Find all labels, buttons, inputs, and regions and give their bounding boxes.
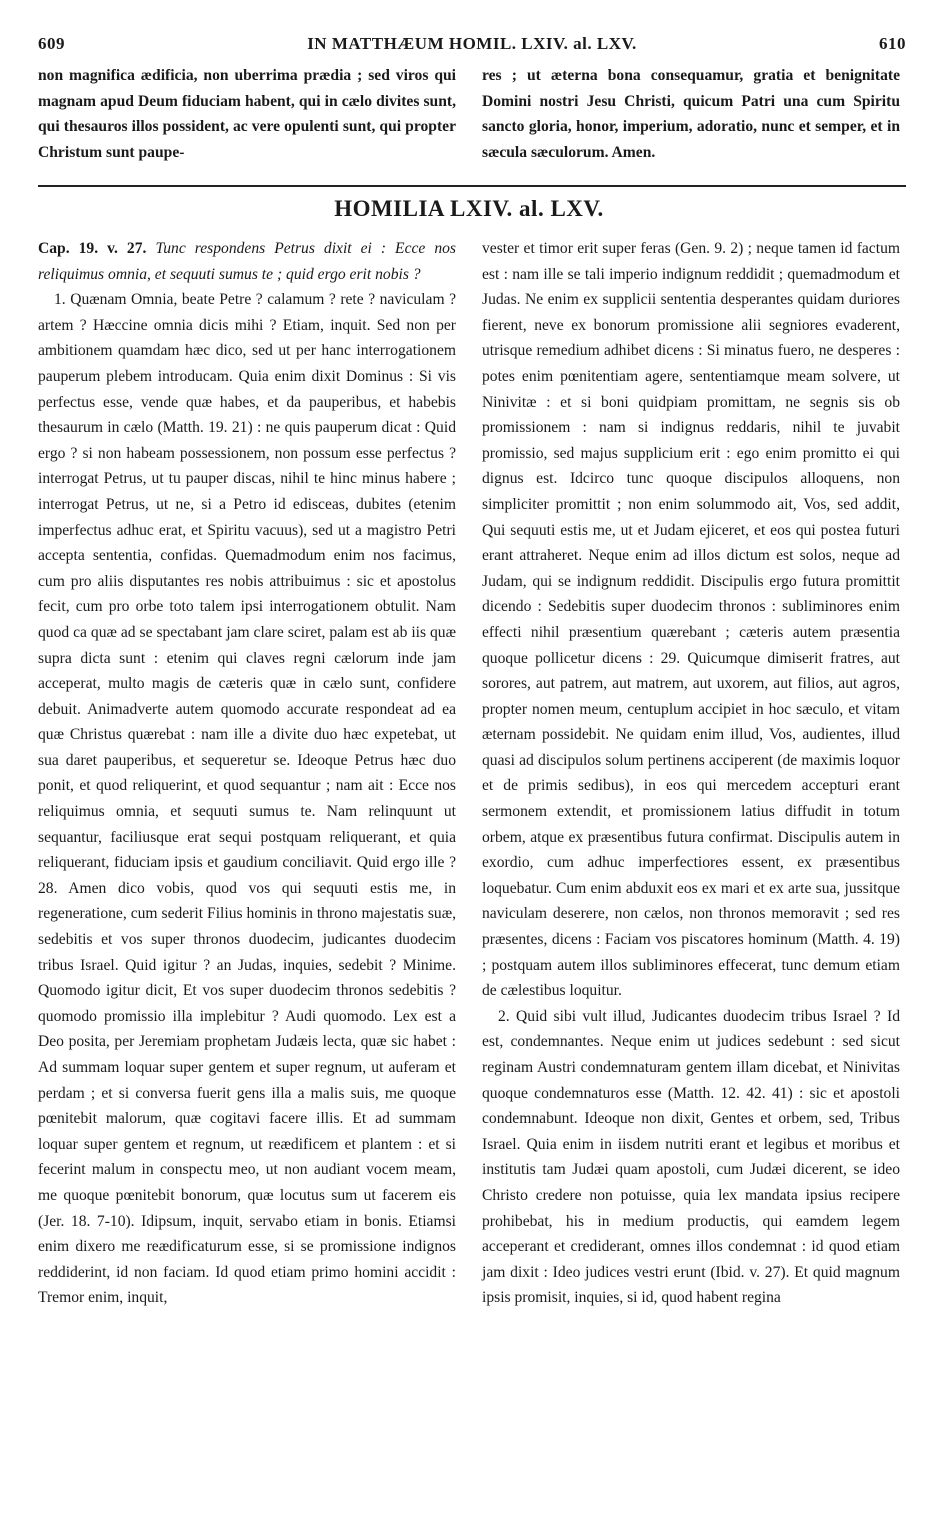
paragraph: res ; ut æterna bona consequamur, gratia et benignitate Domini nostri Jesu Christi, quicum Patri una cum Spiritu sancto gloria, honor, imperium, adoratio, nunc et semper, et in sæcula sæculorum. Amen. (482, 67, 900, 161)
scripture-text: Tunc respondens Petrus dixit ei : Ecce nos reliquimus omnia, et sequuti sumus te ; quid ergo erit nobis ? (38, 240, 456, 283)
homily-title: HOMILIA LXIV. al. LXV. (334, 196, 604, 221)
running-header (38, 34, 906, 60)
paragraph: non magnifica ædificia, non uberrima prædia ; sed viros qui magnam apud Deum fiduciam habent, qui in cælo divites sunt, qui thesauros illos possident, ac vere opulenti sunt, qui propter Christum sunt paupe- (38, 67, 456, 161)
section-divider (38, 185, 906, 187)
paragraph: 1. Quænam Omnia, beate Petre ? calamum ? rete ? naviculam ? artem ? Hæccine omnia dicis mihi ? Etiam, inquit. Sed non per ambitionem quamdam hæc dico, sed ut per hanc interrogationem pauperum plebem introducam. Quia enim dixit Dominus : Si vis perfectus esse, vende quæ habes, et da pauperibus, et habebis thesaurum in cælo (Matth. 19. 21) : ne quis pauperum dicat : Quid ergo ? si non habeam possessionem, non possum esse perfectus ? interrogat Petrus, ut tu pauper discas, nihil te hinc minus habere ; interrogat Petrus, ut ne, si a Petro id edisceas, dubites (etenim imperfectus adhuc erat, et Spiritu vacuus), sed ut a magistro Petri accepta sententia, confidas. Quemadmodum enim nos facimus, cum pro aliis disputantes res nobis attribuimus : sic et apostolus fecit, cum pro orbe toto talem ipsi interrogationem obtulit. Nam quod ca quæ ad se spectabant jam clare sciret, palam est ab iis quæ supra dicta sunt : etenim qui claves regni cælorum inde jam acceperat, multo magis de cæteris quæ in cælo sunt, confidere debuit. Animadverte autem quomodo accurate respondeat ad ea quæ Christus quærebat : nam ille a divite duo hæc expetebat, ut sua daret pauperibus, et sequeretur se. Ideoque Petrus hæc duo ponit, et quod reliquerint, et quod sequantur ; nam ait : Ecce nos reliquimus omnia, et sequuti sumus te. Nam relinquunt ut sequantur, faciliusque erat sequi postquam reliquerant, et quia reliquerant, fiduciam ipsis et gaudium conciliavit. Quid ergo ille ? 28. Amen dico vobis, quod vos qui sequuti estis me, in regeneratione, cum sederit Filius hominis in throno majestatis suæ, sedebitis et vos super thronos duodecim, judicantes duodecim tribus Israel. Quid igitur ? an Judas, inquies, sedebit ? Minime. Quomodo igitur dicit, Et vos super duodecim thronos sedebitis ? quomodo promissio illa implebitur ? Audi quomodo. Lex est a Deo posita, per Jeremiam prophetam Judæis lecta, quæ sic habet : Ad summam loquar super gentem et super regnum, ut auferam et perdam ; et si conversa fuerit gens illa a malis suis, me quoque pœnitebit malorum, quæ cogitavi facere illis. Et ad summam loquar super gentem et regnum, ut reædificem et plantem : et si fecerint malum in conspectu meo, ut non audiant vocem meam, me quoque pœnitebit bonorum, quæ locutus sum ut facerem eis (Jer. 18. 7-10). Idipsum, inquit, servabo etiam in bonis. Etiamsi enim dixero me reædificaturum esse, si se promissione indignos reddiderint, id non faciam. Id quod etiam primo homini accidit : Tremor enim, inquit, (38, 291, 456, 1307)
paragraph: vester et timor erit super feras (Gen. 9. 2) ; neque tamen id factum est : nam ille se tali imperio indignum reddidit ; quemadmodum et Judas. Ne enim ex supplicii sententia desperantes quidam duriores fierent, neve ex bonorum promissione alii segniores evaderent, utrisque remedium adhibet dicens : Si minatus fuero, ne desperes : potes enim pœnitentiam agere, sententiamque meam solvere, ut Ninivitæ : et si boni quidpiam promittam, ne segnis sis ob promissionem : nam si indignus reddaris, nihil te juvabit promissio, sed majus supplicium erit : ego enim promitto ei qui dignus est. Idcirco tunc quoque discipulos alloquens, non simpliciter promittit ; non enim solummodo ait, Vos, sed addit, Qui sequuti estis me, ut et Judam ejiceret, et eos qui postea futuri erant attraheret. Neque enim ad illos dictum est solos, neque ad Judam, qui se indignum reddidit. Discipulis ergo futura promittit dicendo : Sedebitis super duodecim thronos : subliminores enim effecti nihil præsentium quærebant ; cæteris autem præsentia quoque pollicetur dicens : 29. Quicumque dimiserit fratres, aut sorores, aut patrem, aut matrem, aut uxorem, aut filios, aut agros, propter nomen meum, centuplum accipiet in hoc sæculo, et vitam æternam possidebit. Ne quidam enim illud, Vos, audientes, illud quasi ad discipulos solum pertinens acciperent (de maximis loquor et de primis sedibus), in eos qui mercedem accepturi erant sermonem extendit, et promissionem latius diffudit in totum orbem, atque ex præsentibus futura confirmat. Discipulis autem in exordio, cum adhuc imperfectiores essent, ex præsentibus loquebatur. Cum enim abduxit eos ex mari et ex arte sua, jussitque naviculam deserere, non cælos, non thronos memoravit ; sed res præsentes, dicens : Faciam vos piscatores hominum (Matth. 4. 19) ; postquam autem illos subliminores effecerat, tunc demum etiam de cælestibus loquitur. (482, 240, 900, 1000)
left-column (38, 236, 456, 1311)
previous-homily-ending-right (482, 63, 900, 165)
previous-homily-ending-left (38, 63, 456, 165)
scripture-lemma (38, 236, 456, 287)
running-title: IN MATTHÆUM HOMIL. LXIV. al. LXV. (307, 34, 637, 53)
chapter-verse-reference: Cap. 19. v. 27. (38, 240, 147, 257)
page-number-left: 609 (38, 34, 65, 53)
paragraph: 2. Quid sibi vult illud, Judicantes duodecim tribus Israel ? Id est, condemnantes. Neque enim ut judices sedebunt : sed sicut reginam Austri condemnaturam gentem illam dicebat, et Ninivitas quoque condemnaturos esse (Matth. 12. 42. 41) : sic et apostoli condemnabunt. Ideoque non dixit, Gentes et orbem, sed, Tribus Israel. Quia enim in iisdem nutriti erant et legibus et moribus et institutis tam Judæi quam apostoli, cum Judæi dicerent, se ideo Christo credere non potuisse, quia lex mandata ipsius recipere prohibebat, his in medium productis, qui eamdem legem acceperant et crediderant, omnes illos condemnat : id quod etiam jam dixit : Ideo judices vestri erunt (Ibid. v. 27). Et quid magnum ipsis promisit, inquies, si id, quod habent regina (482, 1007, 900, 1307)
right-column (482, 236, 900, 1311)
page-number-right: 610 (879, 34, 906, 53)
